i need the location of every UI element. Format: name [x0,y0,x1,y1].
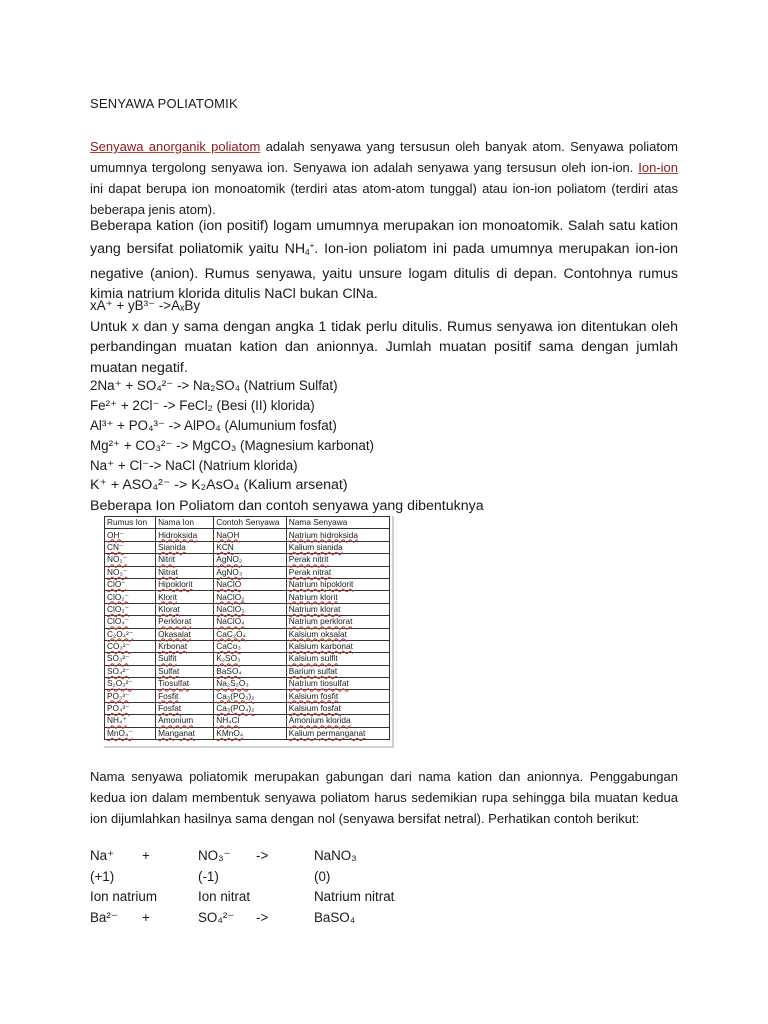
table-cell: Sulfat [156,665,214,677]
table-cell: Fosfit [156,690,214,702]
worked-example-cell: Ba²⁻ [90,910,118,925]
table-cell: Natrium klorit [286,591,389,603]
worked-example-cell: (+1) [90,869,115,884]
worked-example-cell: Ion nitrat [198,889,251,904]
table-cell: KCN [214,541,287,553]
table-cell: Hipoklorit [156,578,214,590]
table-row [105,715,390,727]
table-cell: ClO₃⁻ [105,603,156,615]
table-cell: Amonium klorida [286,715,389,727]
cation-paragraph: Beberapa kation (ion positif) logam umumnya merupakan ion monoatomik. Salah satu kation yang bersifat poliatomik yaitu $NH_4^+$. Ion-ion poliatom ini pada umumnya merupakan ion-ion negative (anion). Rumus senyawa, yaitu unsure logam ditulis di depan. Contohnya rumus kimia natrium klorida ditulis NaCl bukan ClNa. [90,218,678,303]
table-cell: Kalium permanganat [286,727,389,739]
example-line: K⁺ + ASO₄²⁻ -> K₂AsO₄ (Kalium arsenat) [90,477,348,493]
table-cell: Kalsium fosfit [286,690,389,702]
worked-example-cell: Natrium nitrat [314,889,395,904]
worked-example-cell: BaSO₄ [314,910,356,925]
example-line: Fe²⁺ + 2Cl⁻ -> FeCl₂ (Besi (II) klorida) [90,398,315,413]
table-cell: PO₃³⁻ [105,690,156,702]
table-row [105,566,390,578]
page-title: SENYAWA POLIATOMIK [90,96,238,111]
link-senyawa-anorganik[interactable]: Senyawa anorganik poliatom [90,139,261,154]
table-cell: KMnO₄ [214,727,287,739]
table-row [105,653,390,665]
table-cell: OH⁻ [105,529,156,541]
table-cell: AgNO₂ [214,554,287,566]
table-cell: Klorat [156,603,214,615]
table-cell: ClO₄⁻ [105,616,156,628]
table-cell: CaC₂O₄ [214,628,287,640]
table-cell: Natrium perklorat [286,616,389,628]
table-cell: Sianida [156,541,214,553]
table-cell: AgNO₃ [214,566,287,578]
table-cell: ClO⁻ [105,578,156,590]
table-row [105,616,390,628]
example-line: Na⁺ + Cl⁻-> NaCl (Natrium klorida) [90,458,298,473]
table-header-cell: Contoh Senyawa [214,517,287,529]
table-header-cell: Rumus Ion [105,517,156,529]
table-cell: ClO₂⁻ [105,591,156,603]
table-caption: Beberapa Ion Poliatom dan contoh senyawa yang dibentuknya [90,498,484,514]
table-cell: Kalsium karbonat [286,640,389,652]
worked-example-cell: NaNO₃ [314,848,357,863]
table-cell: Perklorat [156,616,214,628]
table-cell: Nitrit [156,554,214,566]
table-row [105,727,390,739]
table-cell: NaClO₂ [214,591,287,603]
table-cell: Krbonat [156,640,214,652]
table-row [105,702,390,714]
table-cell: K₂SO₃ [214,653,287,665]
table-cell: NH₄Cl [214,715,287,727]
table-cell: Perak nitrat [286,566,389,578]
table-cell: Barium sulfat [286,665,389,677]
worked-example-row [90,910,690,930]
table-cell: S₂O₃²⁻ [105,678,156,690]
table-cell: CaCo₃ [214,640,287,652]
link-ion-ion[interactable]: Ion-ion [638,160,678,175]
table-cell: Klorit [156,591,214,603]
worked-example-cell: -> [256,848,269,863]
table-row [105,578,390,590]
table-row [105,665,390,677]
table-cell: Sulfit [156,653,214,665]
table-cell: Fosfat [156,702,214,714]
table-row [105,529,390,541]
table-cell: Perak nitrit [286,554,389,566]
table-cell: Manganat [156,727,214,739]
table-cell: SO₄²⁻ [105,665,156,677]
table-row [105,690,390,702]
table-cell: Natrium hidroksida [286,529,389,541]
table-row [105,591,390,603]
table-cell: CN⁻ [105,541,156,553]
worked-example-cell: Na⁺ [90,848,115,863]
example-line: Al³⁺ + PO₄³⁻ -> AlPO₄ (Alumunium fosfat) [90,418,337,433]
table-row [105,640,390,652]
table-cell: NO₂⁻ [105,554,156,566]
table-cell: Natrium tiosulfat [286,678,389,690]
table-cell: Tiosulfat [156,678,214,690]
table-row [105,541,390,553]
worked-example-row [90,889,690,909]
worked-example-cell: -> [256,910,269,925]
table-row [105,603,390,615]
worked-example-cell: (0) [314,869,331,884]
table-cell: C₂O₄²⁻ [105,628,156,640]
table-cell: Okasalat [156,628,214,640]
intro-paragraph: Senyawa anorganik poliatom adalah senyawa yang tersusun oleh banyak atom. Senyawa poliatom umumnya tergolong senyawa ion. Senyawa ion adalah senyawa yang tersusun oleh ion-ion. Ion-ion ini dapat berupa ion monoatomik (terdiri atas atom-atom tunggal) atau ion-ion poliatom (terdiri atas beberapa jenis atom). [90,139,679,217]
worked-example-cell: NO₃⁻ [198,848,231,863]
table-header-cell: Nama Senyawa [286,517,389,529]
table-cell: Na₂S₂O₃ [214,678,287,690]
example-line: 2Na⁺ + SO₄²⁻ -> Na₂SO₄ (Natrium Sulfat) [90,378,338,393]
outro-paragraph: Nama senyawa poliatomik merupakan gabungan dari nama kation dan anionnya. Penggabungan kedua ion dalam membentuk senyawa poliatom harus sedemikian rupa sehingga bila muatan kedua ion dijumlahkan hasilnya sama dengan nol (senyawa bersifat netral). Perhatikan contoh berikut: [90,769,678,826]
table-row [105,678,390,690]
table-cell: Kalsium sulfit [286,653,389,665]
table-cell: Ca₃(PO₄)₂ [214,702,287,714]
table-cell: Hidroksida [156,529,214,541]
worked-example-row [90,869,690,889]
worked-example-cell: SO₄²⁻ [198,910,235,925]
table-cell: Kalsium oksalat [286,628,389,640]
table-row [105,628,390,640]
table-cell: NH₄⁺ [105,715,156,727]
rule-paragraph: Untuk x dan y sama dengan angka 1 tidak perlu ditulis. Rumus senyawa ion ditentukan oleh perbandingan muatan kation dan anionnya. Jumlah muatan positif sama dengan jumlah muatan negatif. [90,319,678,376]
table-cell: BaSO₄ [214,665,287,677]
polyatomic-ion-table [104,516,394,748]
table-header-row [105,517,390,529]
worked-example-cell: (-1) [198,869,219,884]
table-cell: NO₃⁻ [105,566,156,578]
worked-example-cell: + [142,848,150,863]
worked-example-row [90,848,690,868]
table-cell: Kalsium fosfat [286,702,389,714]
table-cell: NaOH [214,529,287,541]
table-cell: Natrium klorat [286,603,389,615]
table-cell: SO₃²⁻ [105,653,156,665]
table-cell: PO₄³⁻ [105,702,156,714]
table-cell: Natrium hipoklorit [286,578,389,590]
table-cell: Nitrat [156,566,214,578]
table-cell: NaClO₃ [214,603,287,615]
table-header-cell: Nama Ion [156,517,214,529]
general-formula: xA⁺ + yB³⁻ ->AₓBy [90,298,201,313]
table-cell: NaClO [214,578,287,590]
table-cell: CO₃²⁻ [105,640,156,652]
table-cell: Kalium sianida [286,541,389,553]
worked-example-cell: Ion natrium [90,889,157,904]
example-line: Mg²⁺ + CO₃²⁻ -> MgCO₃ (Magnesium karbonat) [90,438,375,453]
table-row [105,554,390,566]
table-cell: Amonium [156,715,214,727]
table-cell: MnO₄⁻ [105,727,156,739]
table-cell: NaClO₄ [214,616,287,628]
table-cell: Ca₃(PO₃)₂ [214,690,287,702]
worked-example-cell: + [142,910,150,925]
